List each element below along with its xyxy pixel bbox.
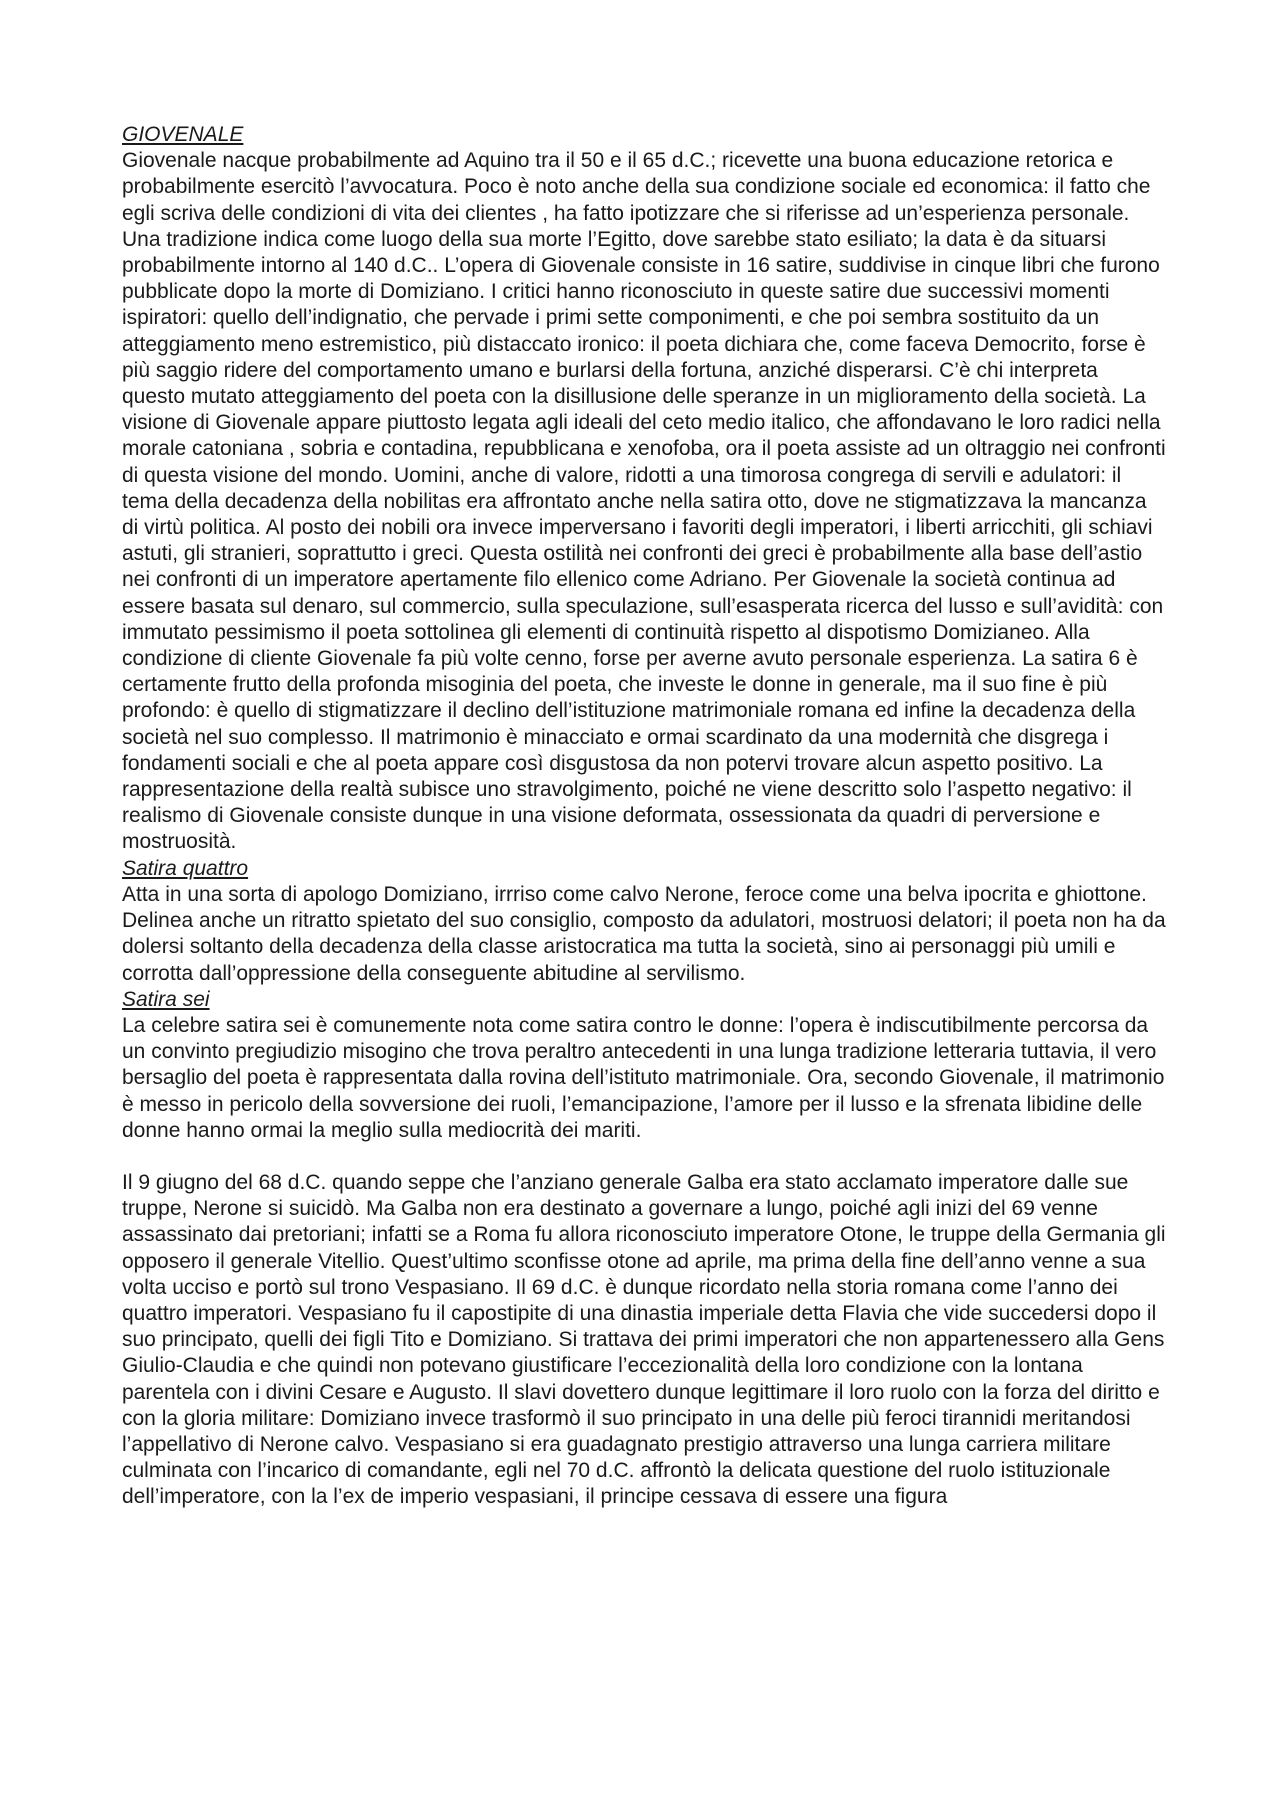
intro-paragraph: Giovenale nacque probabilmente ad Aquino tra il 50 e il 65 d.C.; ricevette una buona educazione retorica e probabilmente esercitò l’avvocatura. Poco è noto anche della sua condizione sociale ed economica: il fatto che egli scriva delle condizioni di vita dei clientes , ha fatto ipotizzare che si riferisse ad un’esperienza personale. Una tradizione indica come luogo della sua morte l’Egitto, dove sarebbe stato esiliato; la data è da situarsi probabilmente intorno al 140 d.C.. L’opera di Giovenale consiste in 16 satire, suddivise in cinque libri che furono pubblicate dopo la morte di Domiziano. I critici hanno riconosciuto in queste satire due successivi momenti ispiratori: quello dell’indignatio, che pervade i primi sette componimenti, e che poi sembra sostituito da un atteggiamento meno estremistico, più distaccato ironico: il poeta dichiara che, come faceva Democrito, forse è più saggio ridere del comportamento umano e burlarsi della fortuna, anziché disperarsi. C’è chi interpreta questo mutato atteggiamento del poeta con la disillusione delle speranze in un miglioramento della società. La visione di Giovenale appare piuttosto legata agli ideali del ceto medio italico, che affondavano le loro radici nella morale catoniana , sobria e contadina, repubblicana e xenofoba, ora il poeta assiste ad un oltraggio nei confronti di questa visione del mondo. Uomini, anche di valore, ridotti a una timorosa congrega di servili e adulatori: il tema della decadenza della nobilitas era affrontato anche nella satira otto, dove ne stigmatizzava la mancanza di virtù politica. Al posto dei nobili ora invece imperversano i favoriti degli imperatori, i liberti arricchiti, gli schiavi astuti, gli stranieri, soprattutto i greci. Questa ostilità nei confronti dei greci è probabilmente alla base dell’astio nei confronti di un imperatore apertamente filo ellenico come Adriano. Per Giovenale la società continua ad essere basata sul denaro, sul commercio, sulla speculazione, sull’esasperata ricerca del lusso e sull’avidità: con immutato pessimismo il poeta sottolinea gli elementi di continuità rispetto al dispotismo Domizianeo. Alla condizione di cliente Giovenale fa più volte cenno, forse per averne avuto personale esperienza. La satira 6 è certamente frutto della profonda misoginia del poeta, che investe le donne in generale, ma il suo fine è più profondo: è quello di stigmatizzare il declino dell’istituzione matrimoniale romana ed infine la decadenza della società nel suo complesso. Il matrimonio è minacciato e ormai scardinato da una modernità che disgrega i fondamenti sociali e che al poeta appare così disgustosa da non potervi trovare alcun aspetto positivo. La rappresentazione della realtà subisce uno stravolgimento, poiché ne viene descritto solo l’aspetto negativo: il realismo di Giovenale consiste dunque in una visione deformata, ossessionata da quadri di perversione e mostruosità. <box>122 149 1166 854</box>
satira-sei-paragraph: La celebre satira sei è comunemente nota come satira contro le donne: l’opera è indiscutibilmente percorsa da un convinto pregiudizio misogino che trova peraltro antecedenti in una lunga tradizione letteraria tuttavia, il vero bersaglio del poeta è rappresentata dalla rovina dell’istituto matrimoniale. Ora, secondo Giovenale, il matrimonio è messo in pericolo della sovversione dei ruoli, l’emancipazione, l’amore per il lusso e la sfrenata libidine delle donne hanno ormai la meglio sulla mediocrità dei mariti. <box>122 1013 1165 1142</box>
satira-quattro-paragraph: Atta in una sorta di apologo Domiziano, irrriso come calvo Nerone, feroce come una belva ipocrita e ghiottone. Delinea anche un ritratto spietato del suo consiglio, composto da adulatori, mostruosi delatori; il poeta non ha da dolersi soltanto della decadenza della classe aristocratica ma tutta la società, sino ai personaggi più umili e corrotta dall’oppressione della conseguente abitudine al servilismo. <box>122 882 1166 985</box>
document-body <box>122 122 1166 1511</box>
satira-quattro-heading: Satira quattro <box>122 856 249 880</box>
paragraph-spacer <box>122 1144 1166 1170</box>
document-title: GIOVENALE <box>122 123 244 146</box>
satira-sei-heading: Satira sei <box>122 987 210 1011</box>
flavi-paragraph: Il 9 giugno del 68 d.C. quando seppe che l’anziano generale Galba era stato acclamato imperatore dalle sue truppe, Nerone si suicidò. Ma Galba non era destinato a governare a lungo, poiché agli inizi del 69 venne assassinato dai pretoriani; infatti se a Roma fu allora riconosciuto imperatore Otone, le truppe della Germania gli opposero il generale Vitellio. Quest’ultimo sconfisse otone ad aprile, ma prima della fine dell’anno venne a sua volta ucciso e portò sul trono Vespasiano. Il 69 d.C. è dunque ricordato nella storia romana come l’anno dei quattro imperatori. Vespasiano fu il capostipite di una dinastia imperiale detta Flavia che vide succedersi dopo il suo principato, quelli dei figli Tito e Domiziano. Si trattava dei primi imperatori che non appartenessero alla Gens Giulio-Claudia e che quindi non potevano giustificare l’eccezionalità della loro condizione con la lontana parentela con i divini Cesare e Augusto. Il slavi dovettero dunque legittimare il loro ruolo con la forza del diritto e con la gloria militare: Domiziano invece trasformò il suo principato in una delle più feroci tirannidi meritandosi l’appellativo di Nerone calvo. Vespasiano si era guadagnato prestigio attraverso una lunga carriera militare culminata con l’incarico di comandante, egli nel 70 d.C. affrontò la delicata questione del ruolo istituzionale dell’imperatore, con la l’ex de imperio vespasiani, il principe cessava di essere una figura <box>122 1170 1166 1509</box>
